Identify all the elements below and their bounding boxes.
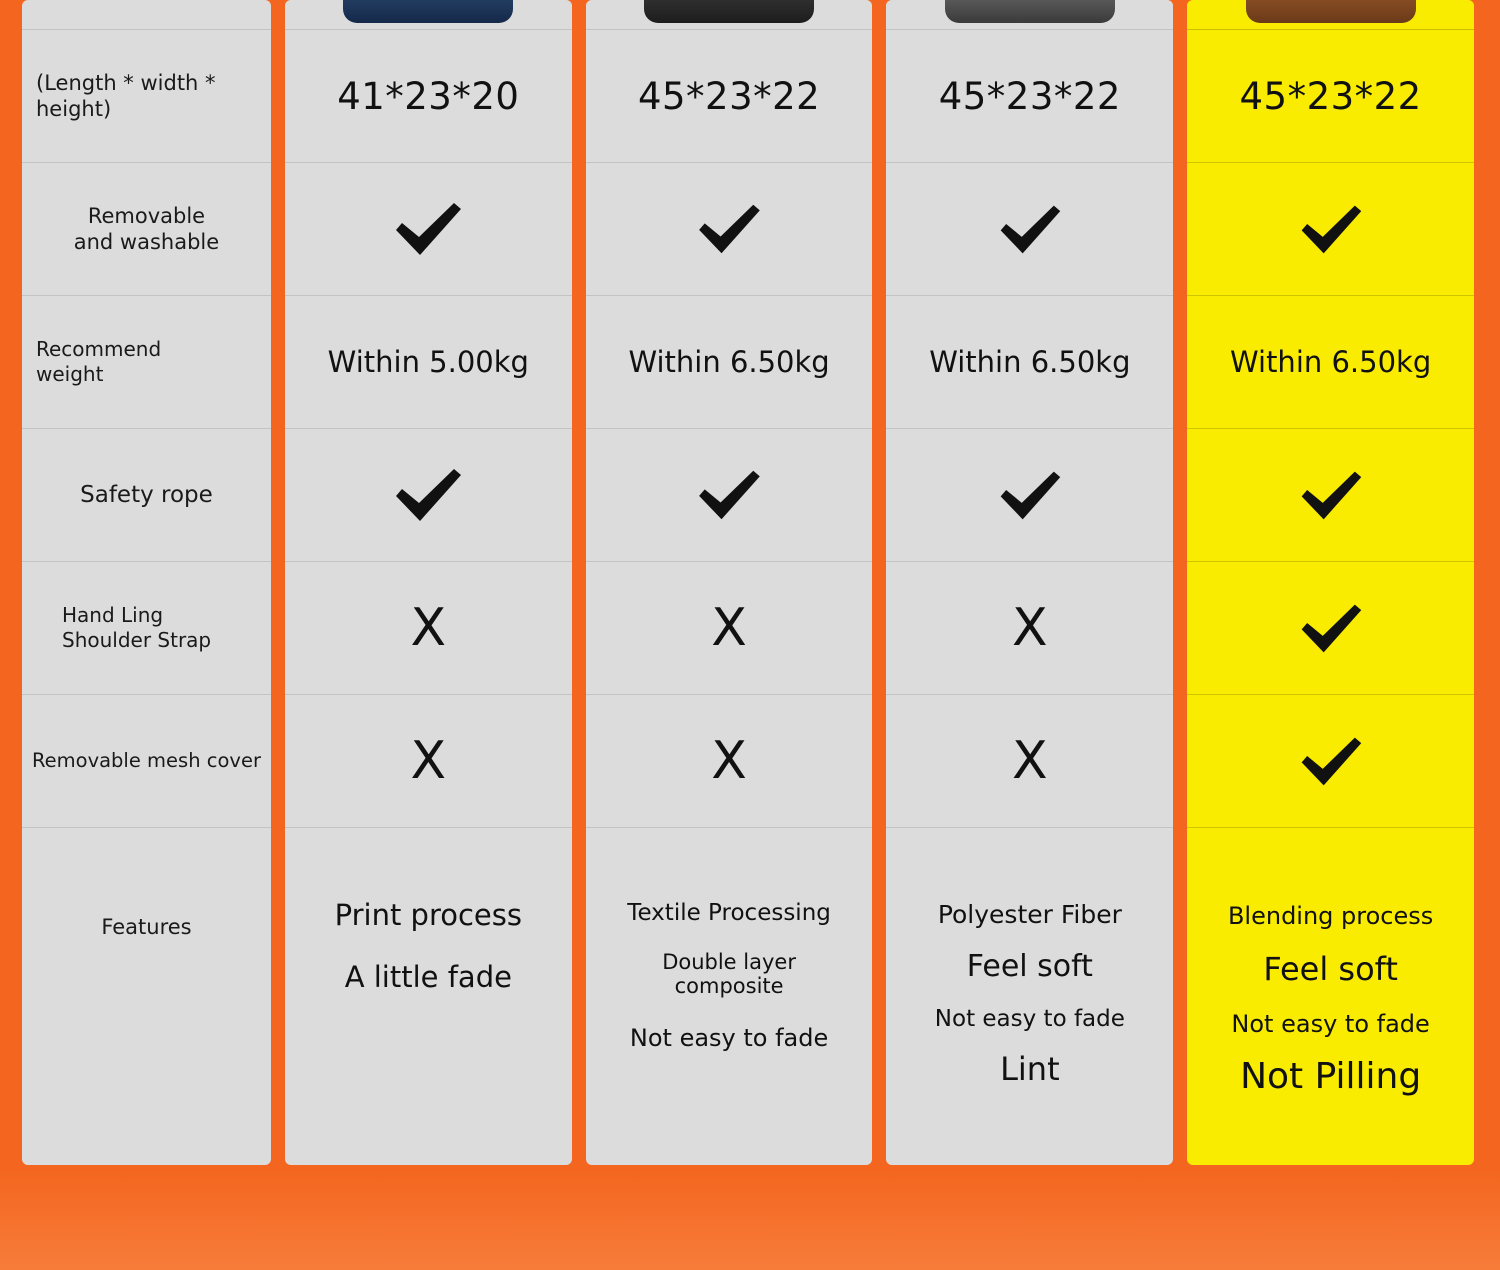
- product-3-dimensions: [886, 30, 1173, 163]
- product-2-shoulder-strap: [586, 562, 873, 695]
- product-1-dimensions: [285, 30, 572, 163]
- product-1-washable: [285, 163, 572, 296]
- product-1-weight: [285, 296, 572, 429]
- product-4-image: [1187, 0, 1474, 30]
- product-1-image: [285, 0, 572, 30]
- check-icon: [695, 467, 763, 523]
- product-3-feature-2: Not easy to fade: [934, 1006, 1125, 1032]
- label-weight: [22, 296, 271, 429]
- product-2-washable: [586, 163, 873, 296]
- product-4-safety-rope: [1187, 429, 1474, 562]
- product-3-mesh-cover: [886, 695, 1173, 828]
- product-4-dimensions: [1187, 30, 1474, 163]
- x-icon: X: [410, 598, 447, 658]
- product-3-feature-0: Polyester Fiber: [937, 900, 1122, 929]
- label-shoulder-strap-text: Hand Ling Shoulder Strap: [62, 603, 212, 652]
- label-mesh-cover: [22, 695, 271, 828]
- product-2-feature-0: Textile Processing: [627, 900, 831, 926]
- product-1-weight-text: Within 5.00kg: [327, 345, 529, 379]
- product-4-shoulder-strap: [1187, 562, 1474, 695]
- label-weight-text: Recommend weight: [36, 337, 162, 386]
- product-2-mesh-cover: [586, 695, 873, 828]
- product-2-feature-1: Double layer composite: [662, 950, 796, 999]
- product-1-feature-1: A little fade: [344, 960, 512, 994]
- x-icon: X: [410, 731, 447, 791]
- product-4-dimensions-text: 45*23*22: [1239, 74, 1422, 118]
- product-1-mesh-cover: [285, 695, 572, 828]
- label-dimensions-text: (Length * width * height): [36, 70, 216, 121]
- product-4-feature-2: Not easy to fade: [1231, 1010, 1430, 1038]
- product-3-dimensions-text: 45*23*22: [938, 74, 1121, 118]
- label-washable-text: Removable and washable: [73, 203, 220, 254]
- product-3-feature-3: Lint: [1000, 1050, 1060, 1088]
- product-column-4[interactable]: [1187, 0, 1474, 1165]
- label-dimensions: [22, 30, 271, 163]
- product-2-image: [586, 0, 873, 30]
- product-1-features: [285, 828, 572, 1165]
- product-2-safety-rope: [586, 429, 873, 562]
- product-1-safety-rope: [285, 429, 572, 562]
- check-icon: [997, 468, 1063, 523]
- label-shoulder-strap: [22, 562, 271, 695]
- label-washable: [22, 163, 271, 296]
- product-1-dimensions-text: 41*23*20: [337, 74, 520, 118]
- check-icon: [392, 465, 464, 525]
- check-icon: [1298, 734, 1364, 789]
- product-3-washable: [886, 163, 1173, 296]
- product-4-features: [1187, 828, 1474, 1165]
- product-3-weight: [886, 296, 1173, 429]
- product-4-mesh-cover: [1187, 695, 1474, 828]
- product-4-feature-0: Blending process: [1227, 902, 1434, 930]
- label-features: [22, 828, 271, 1165]
- x-icon: X: [711, 731, 747, 791]
- label-safety-rope-text: Safety rope: [80, 481, 213, 508]
- product-2-features: [586, 828, 873, 1165]
- product-2-dimensions-text: 45*23*22: [637, 74, 821, 118]
- row-label-column: [22, 0, 271, 1165]
- label-image-spacer: [22, 0, 271, 30]
- x-icon: X: [1012, 731, 1048, 791]
- product-4-feature-1: Feel soft: [1263, 950, 1398, 988]
- product-3-safety-rope: [886, 429, 1173, 562]
- x-icon: X: [1012, 598, 1048, 658]
- check-icon: [695, 201, 763, 257]
- label-mesh-cover-text: Removable mesh cover: [31, 748, 261, 772]
- product-column-2[interactable]: [586, 0, 873, 1165]
- product-3-feature-1: Feel soft: [966, 949, 1093, 984]
- product-column-3[interactable]: [886, 0, 1173, 1165]
- check-icon: [392, 199, 464, 259]
- label-safety-rope: [22, 429, 271, 562]
- product-1-feature-0: Print process: [334, 898, 522, 932]
- x-icon: X: [711, 598, 747, 658]
- check-icon: [1298, 601, 1364, 656]
- check-icon: [1298, 468, 1364, 523]
- product-3-image: [886, 0, 1173, 30]
- product-2-weight: [586, 296, 873, 429]
- product-3-features: [886, 828, 1173, 1165]
- product-3-shoulder-strap: [886, 562, 1173, 695]
- product-4-washable: [1187, 163, 1474, 296]
- check-icon: [997, 202, 1063, 257]
- product-4-weight-text: Within 6.50kg: [1229, 345, 1432, 379]
- product-4-weight: [1187, 296, 1474, 429]
- product-4-feature-3: Not Pilling: [1240, 1056, 1422, 1097]
- product-2-weight-text: Within 6.50kg: [628, 345, 830, 379]
- product-2-dimensions: [586, 30, 873, 163]
- product-column-1[interactable]: [285, 0, 572, 1165]
- product-1-shoulder-strap: [285, 562, 572, 695]
- product-2-feature-2: Not easy to fade: [629, 1024, 829, 1053]
- product-comparison-table: [22, 0, 1474, 1165]
- check-icon: [1298, 202, 1364, 257]
- label-features-text: Features: [101, 915, 192, 939]
- product-3-weight-text: Within 6.50kg: [929, 345, 1131, 379]
